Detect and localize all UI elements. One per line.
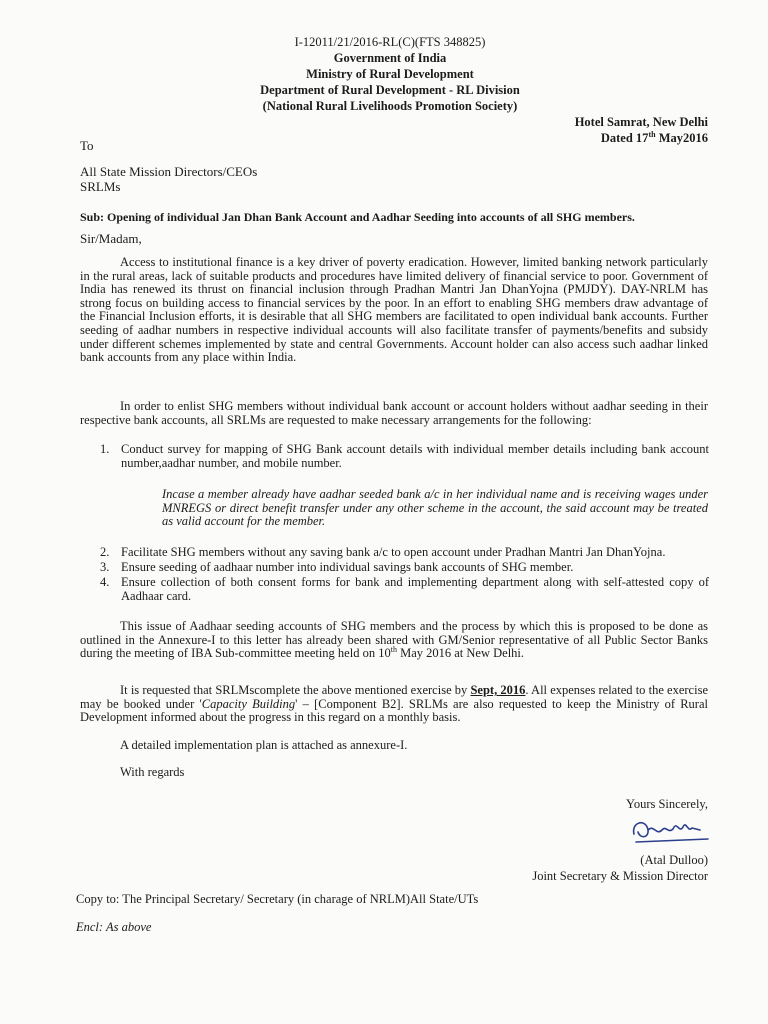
- place: Hotel Samrat, New Delhi: [574, 115, 708, 129]
- list-text: Facilitate SHG members without any saving bank a/c to open account under Pradhan Mantri Jan DhanYojna.: [121, 545, 666, 559]
- signature-graphic: [628, 812, 712, 846]
- list-text: Ensure seeding of aadhaar number into individual savings bank accounts of SHG member.: [121, 560, 574, 574]
- letterhead: [180, 34, 600, 114]
- paragraph-1: Access to institutional finance is a key driver of poverty eradication. However, limited banking network particularly in the rural areas, lack of suitable products and procedures have limited delivery of financial service to poor. Government of India has renewed its thrust on financial inclusion through Pradhan Mantri Jan DhanYojna (PMJDY). DAY-NRLM has strong focus on building access to financial services by the poor. In an effort to enabling SHG members draw advantage of the Financial Inclusion efforts, it is desirable that all SHG members are facilitated to open individual bank accounts. Further seeding of aadhar numbers in respective individual accounts will also facilitate transfer of payments/benefits and subsidy under different schemes implemented by state and central Governments. Account holder can also access such aadhar linked bank accounts from any place within India.: [80, 255, 708, 365]
- paragraph-3: This issue of Aadhaar seeding accounts of SHG members and the process by which this is proposed to be done as outlined in the Annexure-I to this letter has already been shared with GM/Senior representative of all Public Sector Banks during the meeting of IBA Sub-committee meeting held on 10th May 2016 at New Delhi.: [80, 619, 708, 661]
- ministry-name: Ministry of Rural Development: [306, 67, 474, 81]
- regards: With regards: [120, 765, 185, 779]
- addressee-line-1: All State Mission Directors/CEOs: [80, 164, 258, 179]
- signer-name: (Atal Dulloo): [640, 853, 708, 867]
- letter-date: Dated 17th May2016: [600, 129, 708, 145]
- salutation: Sir/Madam,: [80, 231, 142, 246]
- government-name: Government of India: [333, 51, 447, 65]
- addressee-line-2: SRLMs: [80, 179, 121, 194]
- note-italic: Incase a member already have aadhar seeded bank a/c in her individual name and is receiving wages under MNREGS or direct benefit transfer under any other scheme in the account, the said account may be treated as valid account for the member.: [162, 487, 708, 529]
- file-number: I-12011/21/2016-RL(C)(FTS 348825): [294, 35, 486, 49]
- paragraph-4: It is requested that SRLMscomplete the above mentioned exercise by Sept, 2016. All expenses related to the exercise may be booked under 'Capacity Building' – [Component B2]. SRLMs are also requested to keep the Ministry of Rural Development informed about the progress in this regard on a monthly basis.: [80, 683, 708, 725]
- list-number: 3.: [100, 560, 110, 574]
- place-date-block: [575, 114, 708, 146]
- list-text: Conduct survey for mapping of SHG Bank account details with individual member details including bank account number,aadhar number, and mobile number.: [121, 442, 709, 470]
- paragraph-2: In order to enlist SHG members without individual bank account or account holders without aadhar seeding in their respective bank accounts, all SRLMs are requested to make necessary arrangements for the following:: [80, 399, 708, 427]
- yours-sincerely: Yours Sincerely,: [626, 797, 708, 811]
- list-number: 4.: [100, 575, 110, 589]
- department-name: Department of Rural Development - RL Division: [260, 83, 520, 97]
- signer-title: Joint Secretary & Mission Director: [532, 869, 708, 883]
- to-label: To: [80, 138, 94, 153]
- copy-to: Copy to: The Principal Secretary/ Secretary (in charage of NRLM)All State/UTs: [76, 892, 479, 906]
- deadline: Sept, 2016: [470, 683, 526, 697]
- list-number: 1.: [100, 442, 110, 456]
- list-text: Ensure collection of both consent forms for bank and implementing department along with self-attested copy of Aadhaar card.: [121, 575, 709, 603]
- paragraph-5: A detailed implementation plan is attached as annexure-I.: [120, 738, 408, 752]
- enclosure: Encl: As above: [76, 920, 152, 934]
- list-number: 2.: [100, 545, 110, 559]
- society-name: (National Rural Livelihoods Promotion Society): [262, 99, 518, 113]
- subject-line: Sub: Opening of individual Jan Dhan Bank Account and Aadhar Seeding into accounts of all SHG members.: [80, 210, 635, 224]
